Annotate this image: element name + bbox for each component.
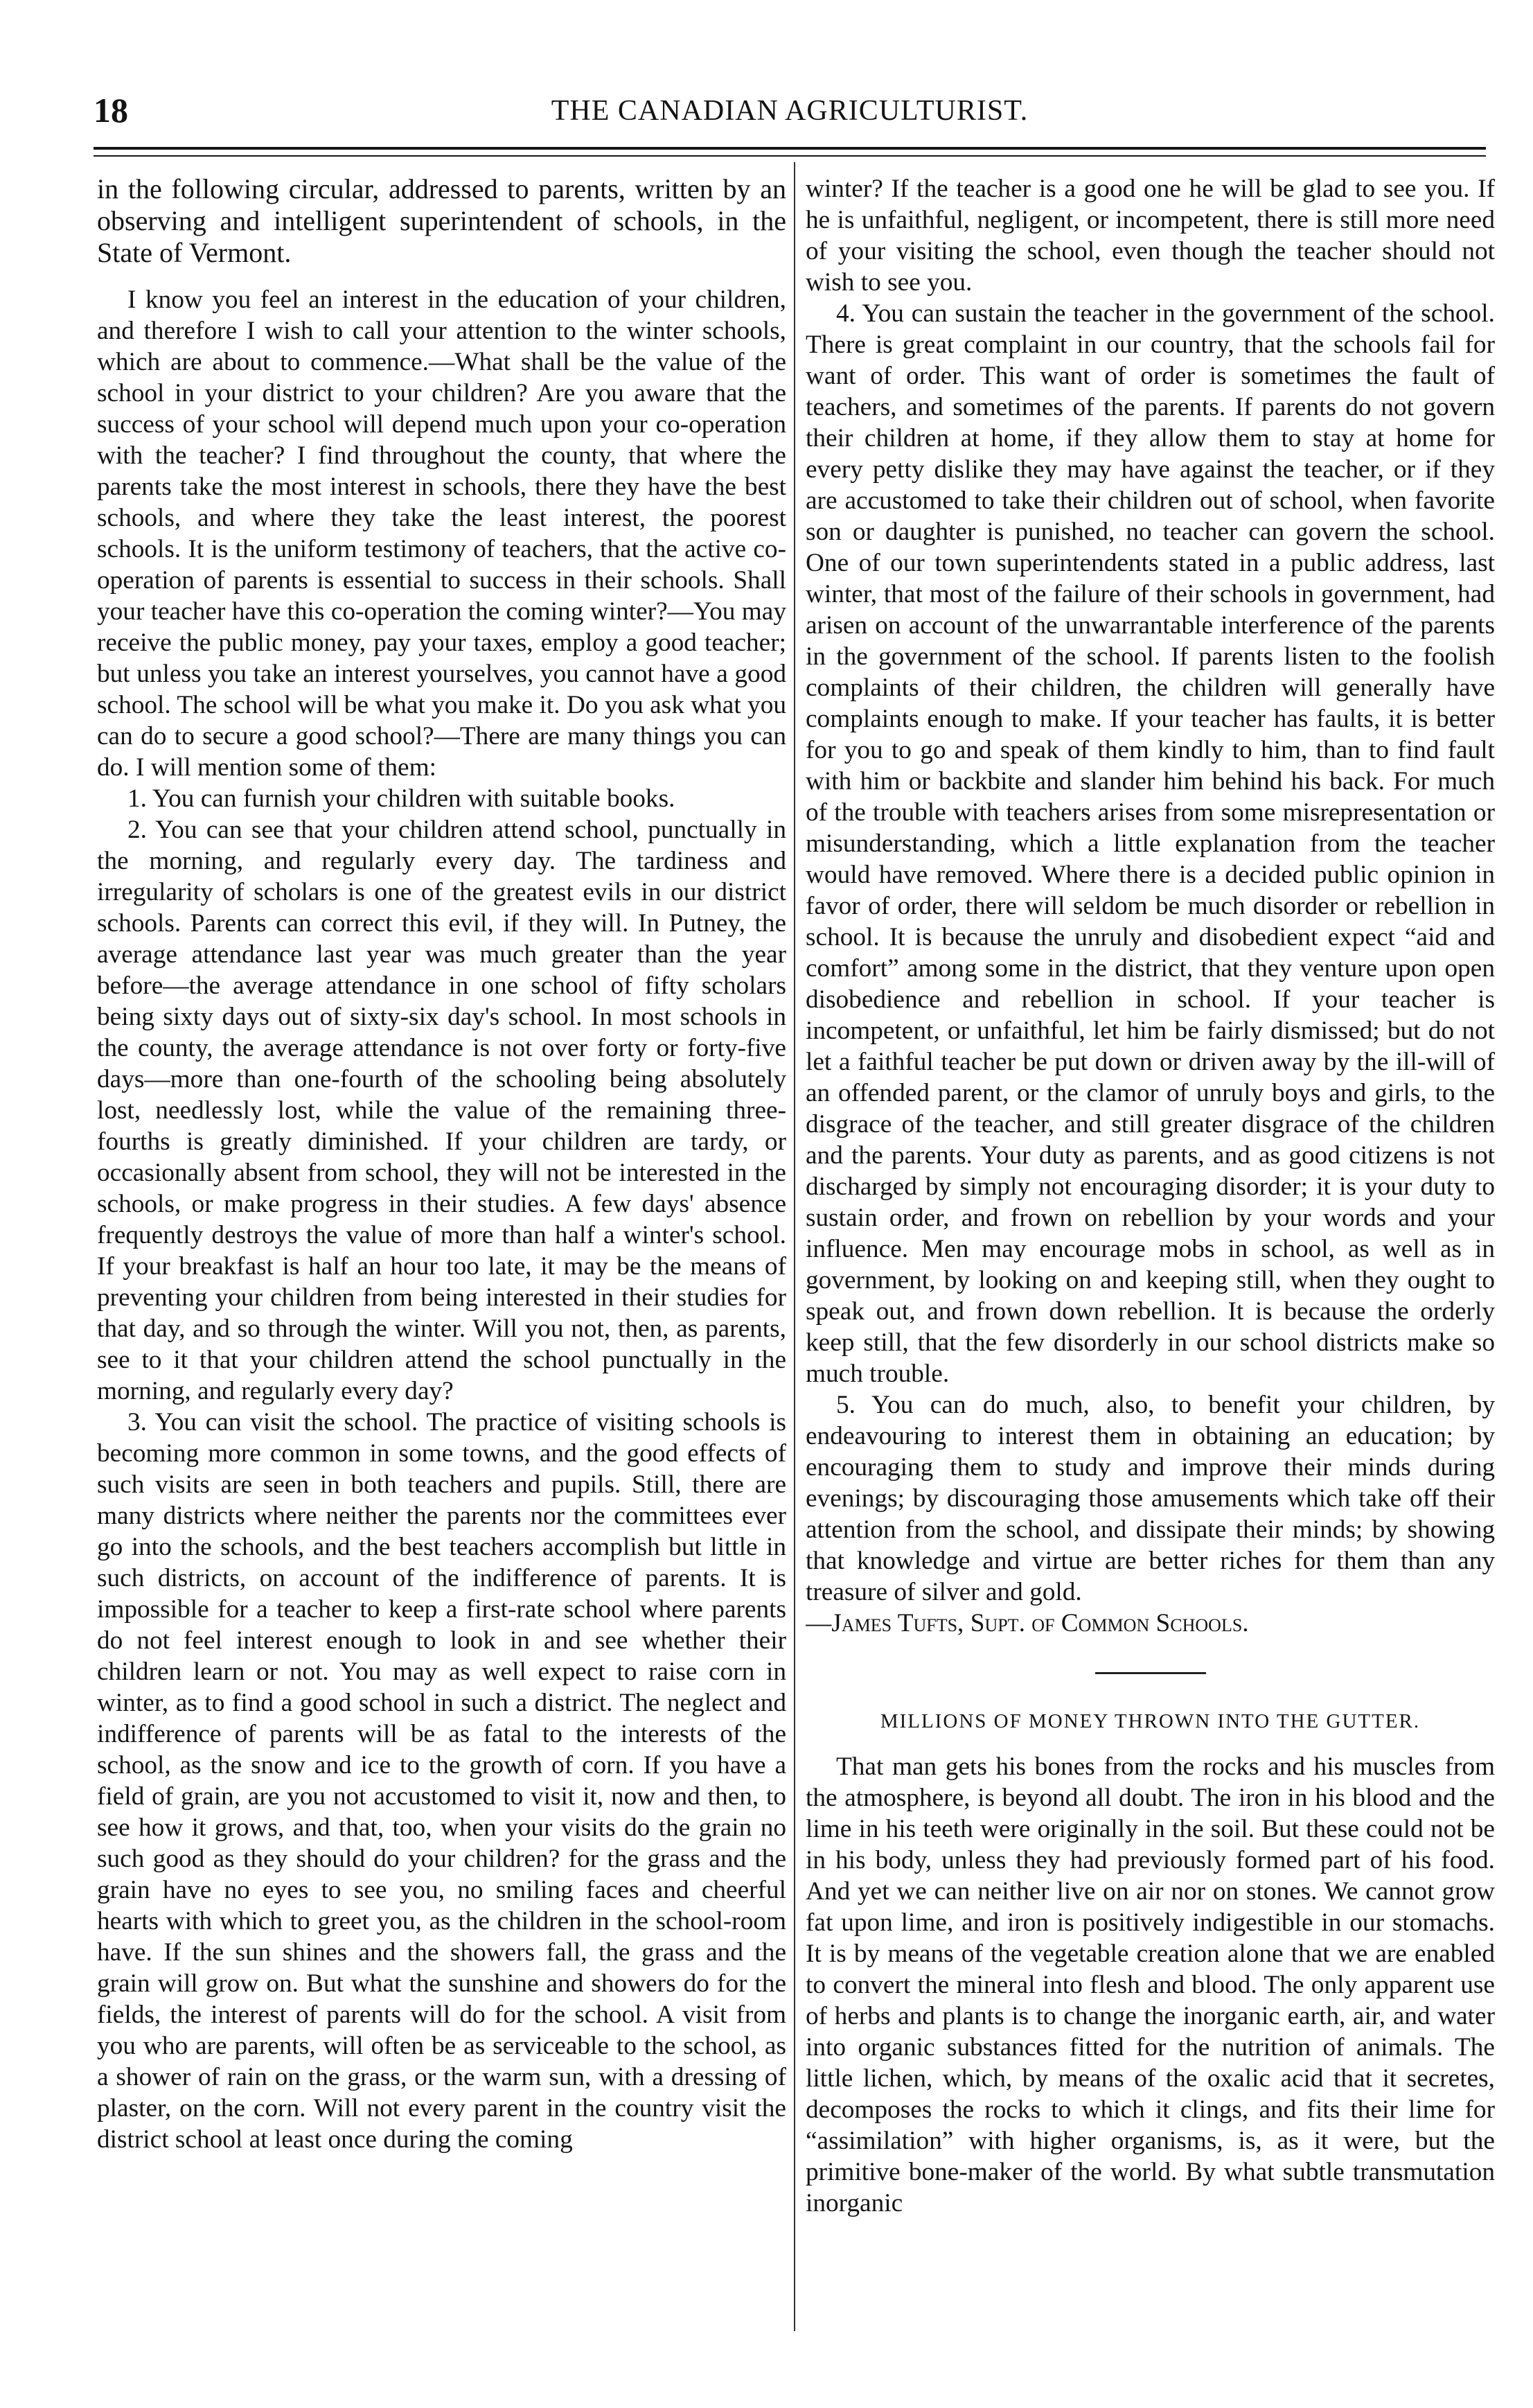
page-number: 18 <box>94 91 128 130</box>
header-double-rule <box>94 147 1486 157</box>
continued-paragraph: winter? If the teacher is a good one he will be glad to see you. If he is unfaithful, negligent, or incompetent, there is still more need of your visiting the school, even though the teacher should not wish to see you. <box>806 175 1495 297</box>
article-paragraph: That man gets his bones from the rocks and his muscles from the atmosphere, is beyond all doubt. The iron in his blood and the lime in his teeth were originally in the soil. But these could not be in his body, unless they had previously formed part of his food. And yet we can neither live on air nor on stones. We cannot grow fat upon lime, and iron is positively indigestible in our stomachs. It is by means of the vegetable creation alone that we are enabled to convert the mineral into flesh and blood. The only apparent use of herbs and plants is to change the inorganic earth, air, and water into organic substances fitted for the nutrition of animals. The little lichen, which, by means of the oxalic acid that it secretes, decomposes the rocks to which it clings, and fits their lime for “assimilation” with higher organisms, is, as it were, but the primitive bone-maker of the world. By what subtle transmutation inorganic <box>806 1752 1495 2217</box>
point-3-paragraph: 3. You can visit the school. The practice of visiting schools is becoming more common in some towns, and the good effects of such visits are seen in both teachers and pupils. Still, there are many districts where neither the parents nor the committees ever go into the schools, and the best teachers accomplish but little in such districts, on account of the indifference of parents. It is impossible for a teacher to keep a first-rate school where parents do not feel interest enough to look in and see whether their children learn or not. You may as well expect to raise corn in winter, as to find a good school in such a district. The neglect and indifference of parents will be as fatal to the interests of the school, as the snow and ice to the growth of corn. If you have a field of grain, are you not accustomed to visit it, now and then, to see how it grows, and that, too, when your visits do the grain no such good as they should do your children? for the grass and the grain have no eyes to see you, no smiling faces and cheerful hearts with which to greet you, as the children in the school-room have. If the sun shines and the showers fall, the grass and the grain will grow on. But what the sunshine and showers do for the fields, the interest of parents will do for the school. A visit from you who are parents, will often be as serviceable to the school, as a shower of rain on the grass, or the warm sun, with a dressing of plaster, on the corn. Will not every parent in the country visit the district school at least once during the coming <box>97 1408 786 2154</box>
page-header <box>94 90 1486 134</box>
article-heading: MILLIONS OF MONEY THROWN INTO THE GUTTER. <box>880 1710 1421 1732</box>
section-separator <box>1095 1672 1206 1674</box>
intro-paragraph: in the following circular, addressed to parents, written by an observing and intelligent superintendent of schools, in the State of Vermont. <box>97 173 786 268</box>
point-5-paragraph: 5. You can do much, also, to benefit your children, by endeavouring to interest them in obtaining an education; by encouraging them to study and improve their minds during evenings; by discouraging those amusements which take off their attention from the school, and dissipate their minds; by showing that knowledge and virtue are better riches for them than any treasure of silver and gold. <box>806 1391 1495 1606</box>
left-column <box>97 173 786 2356</box>
point-4-paragraph: 4. You can sustain the teacher in the government of the school. There is great complaint in our country, that the schools fail for want of order. This want of order is sometimes the fault of teachers, and sometimes of the parents. If parents do not govern their children at home, if they allow them to stay at home for every petty dislike they may have against the teacher, or if they are accustomed to take their children out of school, when favorite son or daughter is punished, no teacher can govern the school. One of our town superintendents stated in a public address, last winter, that most of the failure of their schools in government, had arisen on account of the unwarrantable interference of the parents in the government of the school. If parents listen to the foolish complaints of their children, the children will generally have complaints enough to make. If your teacher has faults, it is better for you to go and speak of them kindly to him, than to find fault with him or backbite and slander him behind his back. For much of the trouble with teachers arises from some misrepresentation or misunderstanding, which a little explanation from the teacher would have removed. Where there is a decided public opinion in favor of order, there will seldom be much disorder or rebellion in school. It is because the unruly and disobedient expect “aid and comfort” among some in the district, that they venture upon open disobedience and rebellion in school. If your teacher is incompetent, or unfaithful, let him be fairly dismissed; but do not let a faithful teacher be put down or driven away by the ill-will of an offended parent, or the clamor of unruly boys and girls, to the disgrace of the teacher, and still greater disgrace of the children and the parents. Your duty as parents, and as good citizens is not discharged by simply not encouraging disorder; it is your duty to sustain order, and frown on rebellion by your words and your influence. Men may encourage mobs in school, as well as in government, by looking on and keeping still, when they ought to speak out, and frown down rebellion. It is because the orderly keep still, that the few disorderly in our school districts make so much trouble. <box>806 299 1495 1388</box>
running-head: THE CANADIAN AGRICULTURIST. <box>551 95 1029 127</box>
signature: —James Tufts, Supt. of Common Schools. <box>806 1609 1249 1637</box>
point-1-paragraph: 1. You can furnish your children with suitable books. <box>127 784 675 813</box>
point-2-paragraph: 2. You can see that your children attend school, punctually in the morning, and regularly every day. The tardiness and irregularity of scholars is one of the greatest evils in our district schools. Parents can correct this evil, if they will. In Putney, the average attendance last year was much greater than the year before—the average attendance in one school of fifty scholars being sixty days out of sixty-six day's school. In most schools in the county, the average attendance is not over forty or forty-five days—more than one-fourth of the schooling being absolutely lost, needlessly lost, while the value of the remaining three-fourths is greatly diminished. If your children are tardy, or occasionally absent from school, they will not be interested in the schools, or make progress in their studies. A few days' absence frequently destroys the value of more than half a winter's school. If your breakfast is half an hour too late, it may be the means of preventing your children from being interested in their studies for that day, and so through the winter. Will you not, then, as parents, see to it that your children attend the school punctually in the morning, and regularly every day? <box>97 816 786 1405</box>
circular-paragraph: I know you feel an interest in the education of your children, and therefore I wish to call your attention to the winter schools, which are about to commence.—What shall be the value of the school in your district to your children? Are you aware that the success of your school will depend much upon your co-operation with the teacher? I find throughout the county, that where the parents take the most interest in schools, there they have the best schools, and where they take the least interest, the poorest schools. It is the uniform testimony of teachers, that the active co-operation of parents is essential to success in their schools. Shall your teacher have this co-operation the coming winter?—You may receive the public money, pay your taxes, employ a good teacher; but unless you take an interest yourselves, you cannot have a good school. The school will be what you make it. Do you ask what you can do to secure a good school?—There are many things you can do. I will mention some of them: <box>97 285 786 782</box>
right-column <box>806 173 1495 2356</box>
column-divider <box>794 162 795 2331</box>
